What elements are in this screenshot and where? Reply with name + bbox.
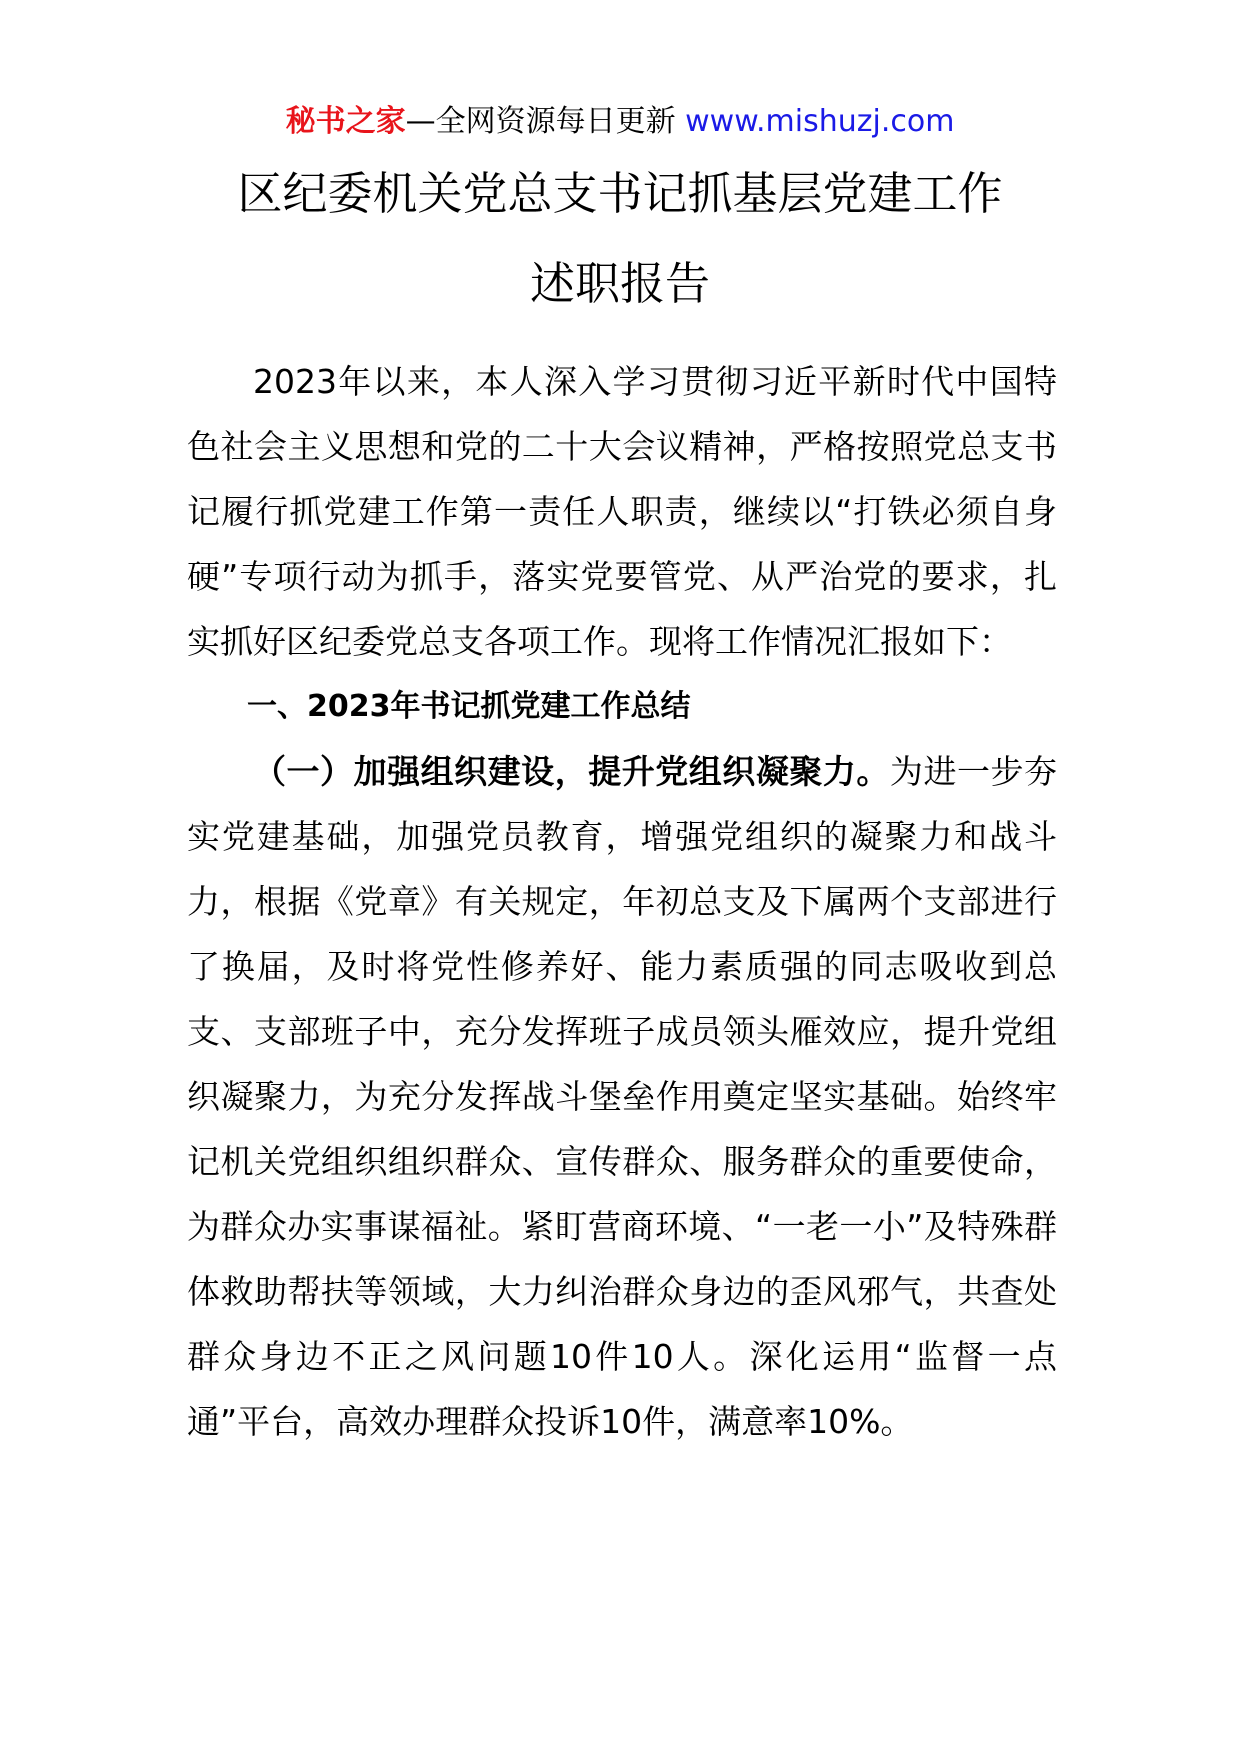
document-body [187, 349, 1057, 1454]
site-banner [0, 102, 1240, 142]
site-url-link[interactable]: www.mishuzj.com [685, 104, 955, 139]
document-title-line1: 区纪委机关党总支书记抓基层党建工作 [237, 167, 1003, 220]
subsection-heading: （一）加强组织建设，提升党组织凝聚力。 [253, 752, 890, 791]
section-heading: 一、2023年书记抓党建工作总结 [247, 689, 691, 724]
site-slogan: —全网资源每日更新 [405, 104, 686, 139]
subsection-paragraph [187, 739, 1057, 1454]
subsection-body: 为进一步夯实党建基础，加强党员教育，增强党组织的凝聚力和战斗力，根据《党章》有关规定，年初总支及下属两个支部进行了换届，及时将党性修养好、能力素质强的同志吸收到总支、支部班子中，充分发挥班子成员领头雁效应，提升党组织凝聚力，为充分发挥战斗堡垒作用奠定坚实基础。始终牢记机关党组织组织群众、宣传群众、服务群众的重要使命，为群众办实事谋福祉。紧盯营商环境、“一老一小”及特殊群体救助帮扶等领域，大力纠治群众身边的歪风邪气，共查处群众身边不正之风问题10件10人。深化运用“监督一点通”平台，高效办理群众投诉10件，满意率10%。 [187, 752, 1058, 1441]
document-title-line2: 述职报告 [529, 257, 710, 310]
site-brand: 秘书之家 [285, 104, 406, 139]
intro-paragraph: 2023年以来，本人深入学习贯彻习近平新时代中国特色社会主义思想和党的二十大会议精神，严格按照党总支书记履行抓党建工作第一责任人职责，继续以“打铁必须自身硬”专项行动为抓手，落实党要管党、从严治党的要求，扎实抓好区纪委党总支各项工作。现将工作情况汇报如下： [187, 362, 1057, 661]
